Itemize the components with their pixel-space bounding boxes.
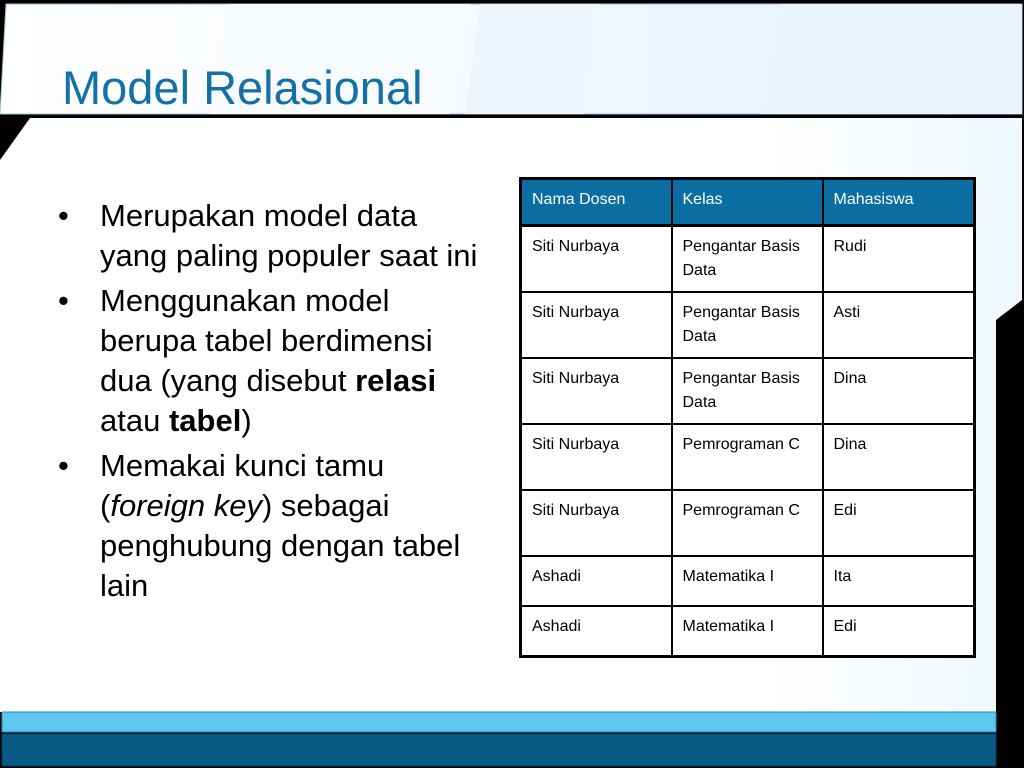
table-row (521, 292, 975, 358)
cell-mahasiswa: Edi (823, 606, 975, 657)
cell-mahasiswa: Rudi (823, 226, 975, 293)
cell-kelas: Pemrograman C (672, 424, 823, 490)
slide-title: Model Relasional (62, 61, 423, 114)
cell-kelas: Matematika I (672, 606, 823, 657)
table-row (521, 424, 975, 490)
table-header-row (521, 179, 975, 226)
bullet-marker: • (58, 198, 69, 233)
bullet-item (58, 446, 488, 606)
column-header-mahasiswa: Mahasiswa (823, 179, 975, 226)
cell-nama-dosen: Siti Nurbaya (521, 424, 672, 490)
cell-mahasiswa: Asti (823, 292, 975, 358)
table-row (521, 358, 975, 424)
table-row (521, 490, 975, 556)
bullet-text: Merupakan model data yang paling populer saat ini (100, 198, 478, 273)
bullet-text: Memakai kunci tamu ( (100, 448, 385, 523)
bold-term-tabel: tabel (168, 403, 242, 438)
cell-mahasiswa: Dina (823, 424, 975, 490)
cell-kelas: Pengantar Basis Data (672, 226, 823, 293)
relation-table (519, 177, 976, 658)
bullet-text: atau (100, 403, 169, 438)
bullet-text: ) sebagai penghubung dengan tabel lain (100, 488, 461, 603)
cell-nama-dosen: Ashadi (521, 556, 672, 606)
cell-kelas: Pengantar Basis Data (672, 358, 823, 424)
cell-mahasiswa: Ita (823, 556, 975, 606)
italic-term-foreign-key: foreign key (110, 488, 262, 523)
bold-term-relasi: relasi (355, 363, 437, 398)
bullet-marker: • (58, 283, 69, 318)
cell-kelas: Pengantar Basis Data (672, 292, 823, 358)
bullet-item (58, 281, 488, 441)
bullet-marker: • (58, 448, 69, 483)
cell-nama-dosen: Siti Nurbaya (521, 490, 672, 556)
bullet-list (58, 196, 488, 606)
cell-mahasiswa: Dina (823, 358, 975, 424)
table-row (521, 226, 975, 293)
column-header-nama-dosen: Nama Dosen (521, 179, 672, 226)
cell-nama-dosen: Siti Nurbaya (521, 358, 672, 424)
bullet-item (58, 196, 488, 276)
table-row (521, 556, 975, 606)
table-row (521, 606, 975, 657)
bullet-text: Menggunakan model berupa tabel berdimensi dua (yang disebut (100, 283, 433, 398)
cell-kelas: Pemrograman C (672, 490, 823, 556)
bullet-text: ) (241, 403, 252, 438)
cell-nama-dosen: Siti Nurbaya (521, 292, 672, 358)
column-header-kelas: Kelas (672, 179, 823, 226)
cell-kelas: Matematika I (672, 556, 823, 606)
cell-nama-dosen: Siti Nurbaya (521, 226, 672, 293)
cell-nama-dosen: Ashadi (521, 606, 672, 657)
cell-mahasiswa: Edi (823, 490, 975, 556)
